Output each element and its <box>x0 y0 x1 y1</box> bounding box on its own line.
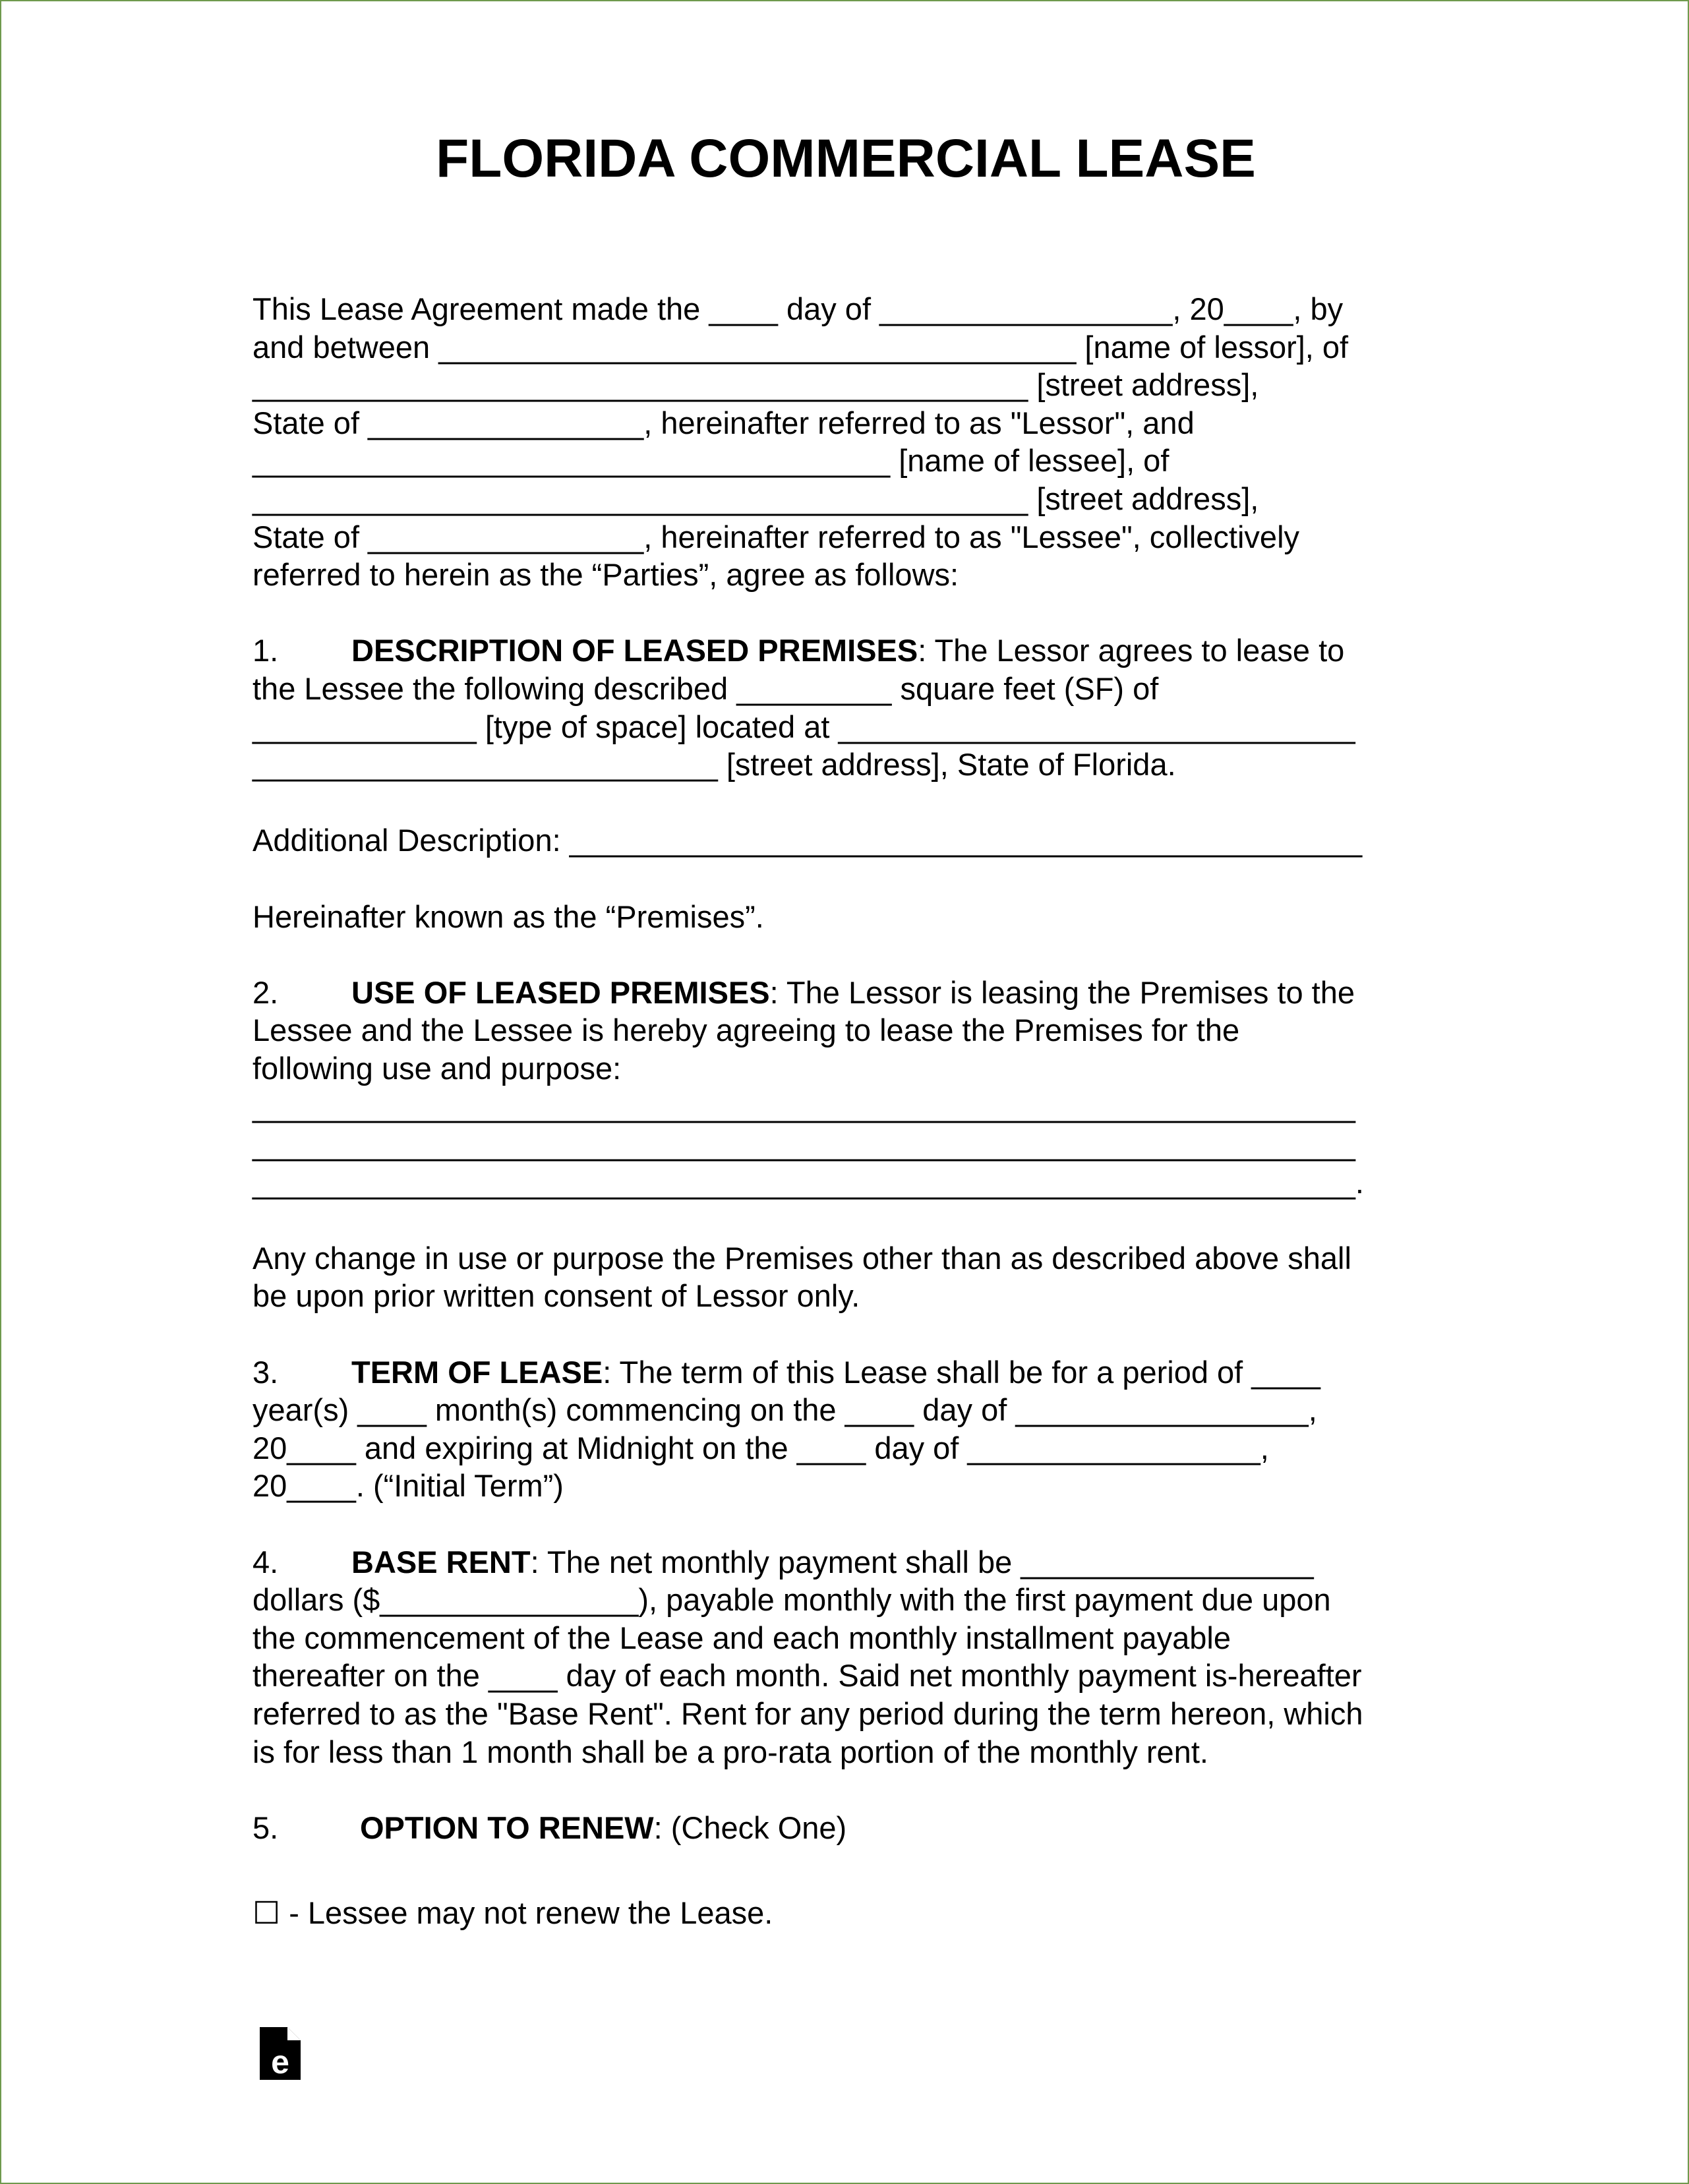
use-purpose-blank-line: ________________________________________________________________ <box>252 1127 1355 1162</box>
additional-description-line: Additional Description: ______________________________________________ <box>252 823 1363 858</box>
section-line: the Lessee the following described _________ square feet (SF) of <box>252 670 1159 706</box>
section-text: : The Lessor agrees to lease to <box>918 633 1345 668</box>
section-line: referred to as the "Base Rent". Rent for any period during the term hereon, which <box>252 1696 1363 1731</box>
section-heading: DESCRIPTION OF LEASED PREMISES <box>351 633 918 668</box>
section-line: 20____. (“Initial Term”) <box>252 1468 564 1504</box>
section-text: : (Check One) <box>653 1810 847 1845</box>
section-line: following use and purpose: <box>252 1050 622 1086</box>
section-line: year(s) ____ month(s) commencing on the ____ day of _________________, <box>252 1392 1317 1428</box>
intro-line: and between _____________________________________ [name of lessor], of <box>252 329 1349 365</box>
section-heading: TERM OF LEASE <box>351 1354 603 1390</box>
section-text: : The Lessor is leasing the Premises to the <box>769 974 1355 1010</box>
section-heading: USE OF LEASED PREMISES <box>351 974 770 1010</box>
section-description-of-leased-premises <box>252 632 1439 783</box>
premises-note: Hereinafter known as the “Premises”. <box>252 899 764 934</box>
section-base-rent <box>252 1543 1439 1771</box>
option-label: - Lessee may not renew the Lease. <box>280 1895 773 1931</box>
document-e-icon <box>260 2027 301 2080</box>
section-line: dollars ($_______________), payable monthly with the first payment due upon <box>252 1582 1331 1618</box>
intro-line: _____________________________________ [name of lessee], of <box>252 443 1170 479</box>
document-title: FLORIDA COMMERCIAL LEASE <box>436 129 1256 189</box>
section-number: 1. <box>252 633 279 668</box>
section-use-of-leased-premises <box>252 974 1439 1202</box>
section-line: thereafter on the ____ day of each month. Said net monthly payment is-hereafter <box>252 1658 1362 1694</box>
logo-letter: e <box>271 2044 289 2080</box>
section-line: _____________ [type of space] located at ______________________________ <box>252 709 1355 744</box>
section-number: 5. <box>252 1810 279 1845</box>
section-number: 4. <box>252 1544 279 1579</box>
checkbox-icon[interactable]: ☐ <box>252 1895 281 1931</box>
section-number: 3. <box>252 1354 279 1390</box>
intro-line: State of ________________, hereinafter referred to as "Lessor", and <box>252 405 1195 440</box>
section-text: : The net monthly payment shall be _________________ <box>530 1544 1314 1579</box>
intro-paragraph <box>252 290 1439 594</box>
section-line: Lessee and the Lessee is hereby agreeing to lease the Premises for the <box>252 1013 1240 1048</box>
section-line: the commencement of the Lease and each monthly installment payable <box>252 1620 1231 1655</box>
section-number: 2. <box>252 974 279 1010</box>
intro-line: _____________________________________________ [street address], <box>252 481 1259 516</box>
change-of-use-paragraph <box>252 1239 1439 1315</box>
paragraph-line: be upon prior written consent of Lessor only. <box>252 1278 860 1314</box>
renew-option-no-renewal[interactable] <box>252 1894 1439 1932</box>
section-heading: BASE RENT <box>351 1544 531 1579</box>
section-line: 20____ and expiring at Midnight on the ____ day of _________________, <box>252 1430 1269 1465</box>
intro-line: This Lease Agreement made the ____ day of _________________, 20____, by <box>252 291 1344 326</box>
section-line: ___________________________ [street address], State of Florida. <box>252 747 1176 782</box>
intro-line: referred to herein as the “Parties”, agree as follows: <box>252 557 959 593</box>
use-purpose-blank-line: ________________________________________________________________ <box>252 1088 1355 1124</box>
section-text: : The term of this Lease shall be for a period of ____ <box>603 1354 1320 1390</box>
section-option-to-renew <box>252 1809 1439 1932</box>
section-term-of-lease <box>252 1353 1439 1505</box>
section-line: is for less than 1 month shall be a pro-rata portion of the monthly rent. <box>252 1734 1208 1769</box>
intro-line: State of ________________, hereinafter referred to as "Lessee", collectively <box>252 519 1300 554</box>
intro-line: _____________________________________________ [street address], <box>252 367 1259 403</box>
document-body <box>252 290 1439 1932</box>
use-purpose-blank-line: ________________________________________________________________. <box>252 1164 1364 1200</box>
section-heading: OPTION TO RENEW <box>360 1810 654 1845</box>
paragraph-line: Any change in use or purpose the Premises other than as described above shall <box>252 1240 1351 1276</box>
